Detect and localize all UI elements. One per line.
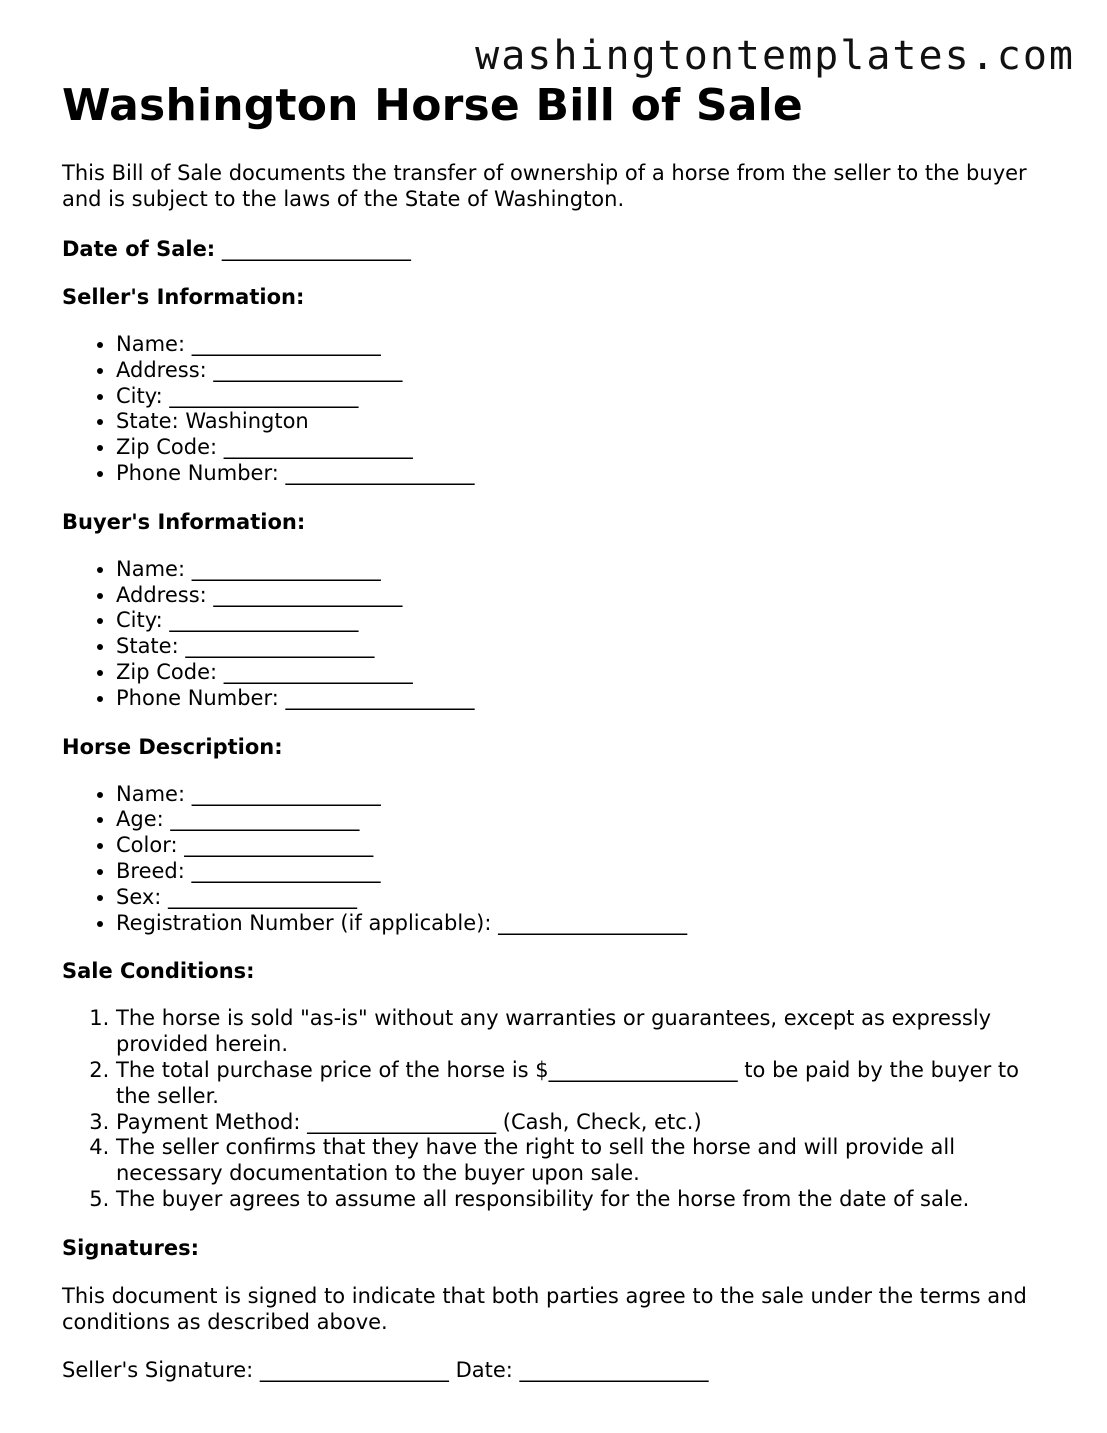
seller-name-field: • Name: __________________ bbox=[116, 332, 1052, 358]
condition-buyer-responsibility: 5. The buyer agrees to assume all responsibility for the horse from the date of sale. bbox=[116, 1187, 1052, 1213]
document-title: Washington Horse Bill of Sale bbox=[62, 80, 803, 131]
horse-color-field: • Color: __________________ bbox=[116, 833, 1052, 859]
horse-description-list bbox=[62, 782, 1052, 937]
seller-state-field: • State: Washington bbox=[116, 409, 1052, 435]
horse-breed-field: • Breed: __________________ bbox=[116, 859, 1052, 885]
date-of-sale-label: Date of Sale: bbox=[62, 237, 216, 261]
document-body bbox=[62, 80, 1052, 1383]
buyer-address-field: • Address: __________________ bbox=[116, 583, 1052, 609]
intro-paragraph: This Bill of Sale documents the transfer of ownership of a horse from the seller to the buyer and is subject to the laws of the State of Washington. bbox=[62, 161, 1027, 211]
seller-city-field: • City: __________________ bbox=[116, 384, 1052, 410]
horse-description-heading: Horse Description: bbox=[62, 734, 283, 759]
buyer-phone-field: • Phone Number: __________________ bbox=[116, 686, 1052, 712]
watermark: washingtontemplates.com bbox=[475, 33, 1075, 79]
condition-as-is: 1. The horse is sold "as-is" without any warranties or guarantees, except as expressly provided herein. bbox=[116, 1006, 1052, 1058]
seller-signature-line: Seller's Signature: __________________ Date: __________________ bbox=[62, 1357, 709, 1382]
seller-address-field: • Address: __________________ bbox=[116, 358, 1052, 384]
horse-age-field: • Age: __________________ bbox=[116, 807, 1052, 833]
horse-sex-field: • Sex: __________________ bbox=[116, 885, 1052, 911]
seller-info-heading: Seller's Information: bbox=[62, 285, 305, 309]
seller-zip-field: • Zip Code: __________________ bbox=[116, 435, 1052, 461]
sale-conditions-heading: Sale Conditions: bbox=[62, 959, 255, 984]
signatures-paragraph: This document is signed to indicate that both parties agree to the sale under the terms and conditions as described above. bbox=[62, 1283, 1027, 1334]
seller-phone-field: • Phone Number: __________________ bbox=[116, 461, 1052, 487]
buyer-state-field: • State: __________________ bbox=[116, 634, 1052, 660]
horse-name-field: • Name: __________________ bbox=[116, 782, 1052, 808]
horse-registration-field: • Registration Number (if applicable): __________________ bbox=[116, 911, 1052, 937]
seller-info-list bbox=[62, 332, 1052, 487]
sale-conditions-list bbox=[62, 1006, 1052, 1212]
buyer-info-heading: Buyer's Information: bbox=[62, 509, 306, 534]
condition-purchase-price: 2. The total purchase price of the horse is $__________________ to be paid by the buyer to the seller. bbox=[116, 1058, 1052, 1110]
buyer-city-field: • City: __________________ bbox=[116, 608, 1052, 634]
buyer-info-list bbox=[62, 557, 1052, 712]
date-of-sale-line bbox=[62, 236, 1052, 262]
condition-payment-method: 3. Payment Method: __________________ (Cash, Check, etc.) bbox=[116, 1110, 1052, 1136]
condition-seller-right: 4. The seller confirms that they have the right to sell the horse and will provide all necessary documentation to the buyer upon sale. bbox=[116, 1135, 1052, 1187]
date-of-sale-blank: __________________ bbox=[221, 237, 411, 261]
signatures-heading: Signatures: bbox=[62, 1235, 199, 1260]
buyer-zip-field: • Zip Code: __________________ bbox=[116, 660, 1052, 686]
buyer-name-field: • Name: __________________ bbox=[116, 557, 1052, 583]
